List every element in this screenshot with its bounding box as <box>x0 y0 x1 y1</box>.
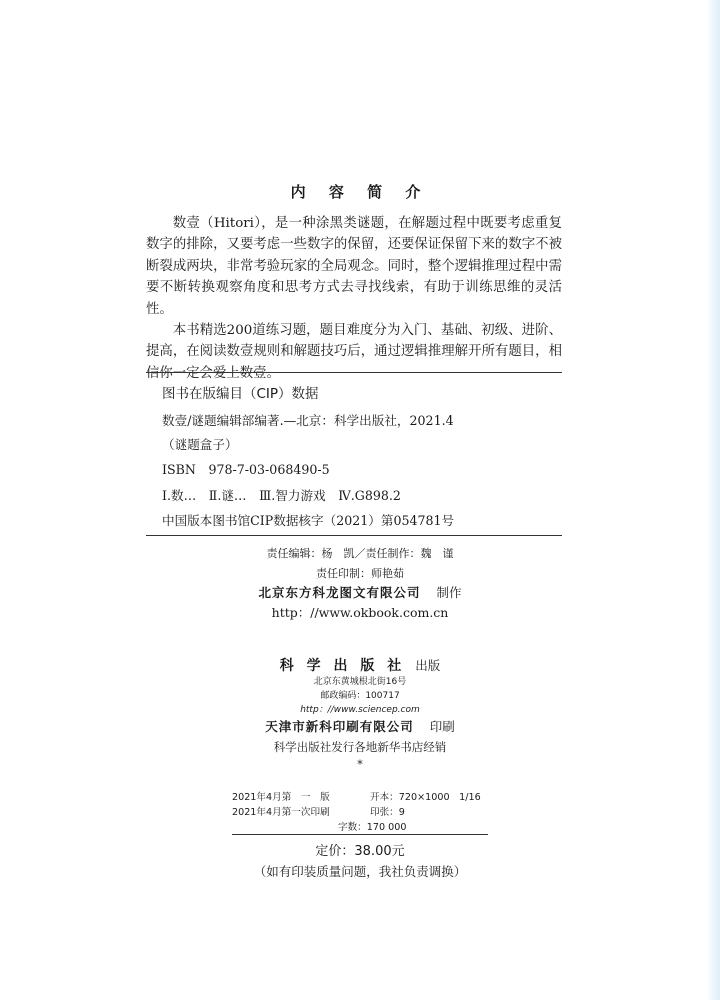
distributor: 科学出版社发行各地新华书店经销 <box>273 740 447 754</box>
producer-line <box>0 583 720 601</box>
printer-name: 天津市新科印刷有限公司 <box>265 719 414 734</box>
cip-record: 中国版本图书馆CIP数据核字（2021）第054781号 <box>162 513 455 528</box>
publisher-line <box>0 655 720 675</box>
cip-line-1: 数壹/谜题编辑部编著.—北京：科学出版社，2021.4 <box>162 413 454 428</box>
publisher-role: 出版 <box>415 658 441 673</box>
summary-paragraph-2: 本书精选200道练习题，题目难度分为入门、基础、初级、进阶、提高，在阅读数壹规则和解题技巧后，通过逻辑推理解开所有题目，相信你一定会爱上数壹。 <box>146 323 562 381</box>
publisher-url: http：//www.sciencep.com <box>300 705 420 715</box>
cip-series: （谜题盒子） <box>162 437 238 452</box>
printing-supervisor: 责任印制：师艳茹 <box>316 567 404 580</box>
summary-body <box>146 213 562 384</box>
sheets-line: 印张：9 <box>370 807 405 818</box>
divider-top <box>146 372 562 373</box>
cip-heading: 图书在版编目（CIP）数据 <box>162 386 319 402</box>
cip-classification: Ⅰ.数… Ⅱ.谜… Ⅲ.智力游戏 Ⅳ.G898.2 <box>162 488 401 503</box>
producer-url: http：//www.okbook.com.cn <box>271 605 449 620</box>
separator-asterisk: * <box>357 758 363 771</box>
publisher-name: 科 学 出 版 社 <box>279 658 406 674</box>
printer-line <box>0 717 720 735</box>
price: 定价：38.00元 <box>315 844 405 859</box>
divider-price <box>232 834 488 835</box>
summary-paragraph-1: 数壹（Hitori），是一种涂黑类谜题，在解题过程中既要考虑重复数字的排除，又要考虑一些数字的保留，还要保证保留下来的数字不被断裂成两块，非常考验玩家的全局观念。同时，整个逻辑推理过程中需要不断转换观察角度和思考方式去寻找线索，有助于训练思维的灵活性。 <box>146 216 562 317</box>
divider-bottom <box>146 535 562 536</box>
cip-isbn: ISBN 978-7-03-068490-5 <box>162 462 330 477</box>
producer-role: 制作 <box>436 585 462 600</box>
editor-credits: 责任编辑：杨 凯／责任制作：魏 谨 <box>266 547 454 560</box>
printer-role: 印刷 <box>429 719 455 734</box>
publisher-address: 北京东黄城根北街16号 <box>313 677 407 687</box>
format-line: 开本：720×1000 1/16 <box>370 792 481 803</box>
word-count: 字数：170 000 <box>338 822 407 833</box>
publisher-postcode: 邮政编码：100717 <box>320 691 400 701</box>
producer-name: 北京东方科龙图文有限公司 <box>258 585 421 600</box>
quality-notice: （如有印装质量问题，我社负责调换） <box>253 864 467 879</box>
edition-line: 2021年4月第 一 版 <box>232 792 330 803</box>
printing-line: 2021年4月第一次印刷 <box>232 807 330 818</box>
summary-title: 内 容 简 介 <box>290 183 430 201</box>
